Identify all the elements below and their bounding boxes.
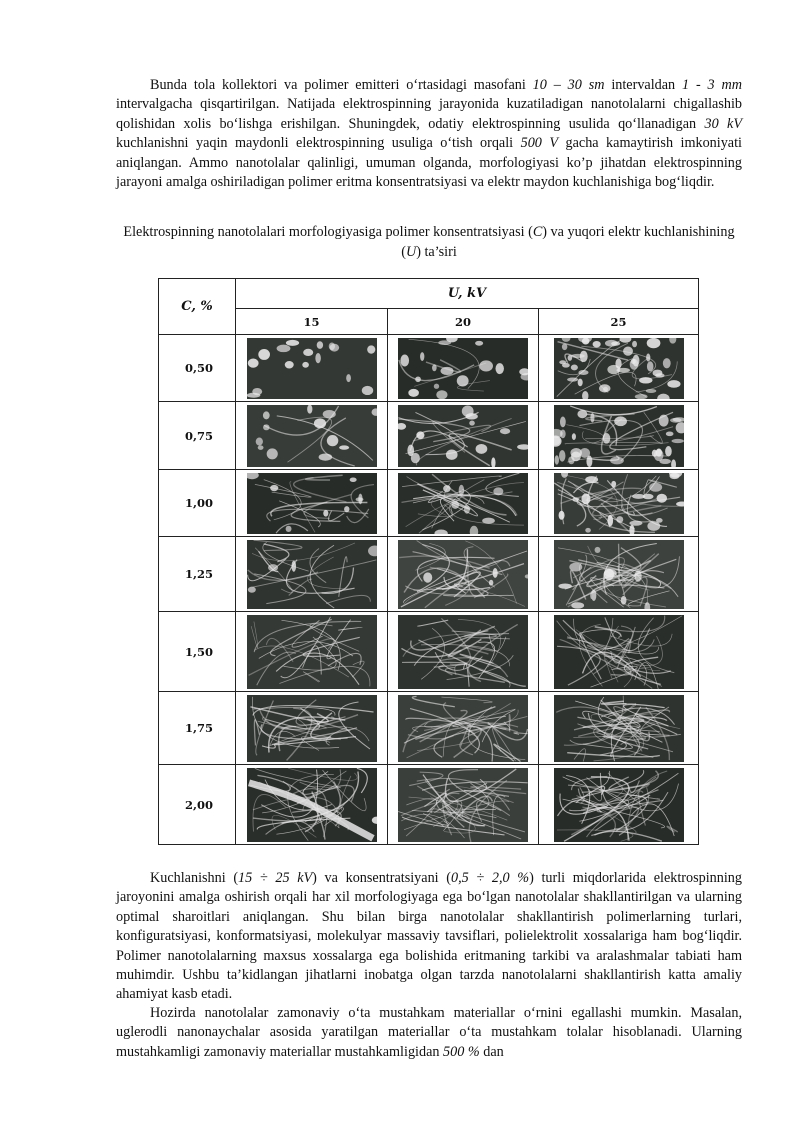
micrograph-cell (236, 470, 388, 537)
voltage-25: 25 (539, 309, 699, 335)
sem-micrograph (398, 695, 528, 762)
sem-micrograph (398, 473, 528, 534)
table-row (159, 470, 699, 537)
table-row (159, 692, 699, 765)
results-paragraph: Kuchlanishni (15 ÷ 25 kV) va konsentratsiyani (0,5 ÷ 2,0 %) turli miqdorlarida elektrospinning jaroyonini amalga oshirish orqali har xil morfologiyaga ega bo‘lgan nanotolalar shakllantirilgan va ularning optimal sharoitlari aniqlangan. Shu bilan birga nanotolalar shakllantirish polimerlarning turlari, konfiguratsiyasi, konformatsiyasi, molekulyar massaviy tavsiflari, polielektrolit xossalariga ham bog‘liqdir. Polimer nanotolalarning maxsus xossalarga ega bolishida eritmaning tarkibi va aralashmalar tabiati ham muhimdir. Ushbu ta’kidlangan jihatlarni inobatga olgan tarzda nanotolalarni shakllantirish katta amaliy ahamiyat kasb etadi. (116, 870, 742, 1003)
micrograph-cell (539, 612, 699, 692)
micrograph-cell (539, 335, 699, 402)
sem-micrograph (247, 695, 377, 762)
sem-micrograph (398, 405, 528, 467)
sem-micrograph (247, 615, 377, 689)
sem-micrograph (554, 540, 684, 609)
sem-micrograph (398, 338, 528, 399)
micrograph-cell (388, 692, 539, 765)
micrograph-cell (236, 402, 388, 470)
sem-micrograph (554, 695, 684, 762)
table-row (159, 402, 699, 470)
micrograph-cell (388, 402, 539, 470)
micrograph-cell (539, 692, 699, 765)
micrograph-cell (236, 537, 388, 612)
sem-micrograph (554, 615, 684, 689)
strength-paragraph: Hozirda nanotolalar zamonaviy o‘ta mustahkam materiallar o‘rnini egallashi mumkin. Masalan, uglerodli nanonaychalar asosida yaratilgan materiallar o‘ta mustahkam tolalar hisoblanadi. Ularning mustahkamligi zamonaviy materiallar mustahkamligidan 500 % dan (116, 1005, 742, 1060)
sem-micrograph (398, 768, 528, 842)
morphology-table (158, 278, 699, 845)
micrograph-cell (539, 537, 699, 612)
sem-micrograph (554, 768, 684, 842)
voltage-20: 20 (388, 309, 539, 335)
micrograph-cell (236, 692, 388, 765)
micrograph-cell (236, 335, 388, 402)
table-row (159, 335, 699, 402)
sem-micrograph (247, 540, 377, 609)
sem-micrograph (247, 768, 377, 842)
table-row (159, 612, 699, 692)
table-row (159, 765, 699, 845)
sem-micrograph (554, 338, 684, 399)
concentration-value: 0,75 (159, 402, 236, 470)
sem-micrograph (247, 405, 377, 467)
concentration-value: 1,25 (159, 537, 236, 612)
voltage-header: U, kV (236, 279, 699, 309)
concentration-value: 0,50 (159, 335, 236, 402)
concentration-header: C, % (159, 279, 236, 335)
table-caption: Elektrospinning nanotolalari morfologiyasiga polimer konsentratsiyasi (C) va yuqori elektr kuchlanishining (U) ta’siri (123, 224, 735, 260)
micrograph-cell (388, 335, 539, 402)
sem-micrograph (554, 473, 684, 534)
micrograph-cell (388, 537, 539, 612)
micrograph-cell (236, 612, 388, 692)
sem-micrograph (398, 540, 528, 609)
micrograph-cell (236, 765, 388, 845)
voltage-15: 15 (236, 309, 388, 335)
sem-micrograph (398, 615, 528, 689)
micrograph-cell (539, 402, 699, 470)
micrograph-cell (388, 470, 539, 537)
micrograph-cell (539, 470, 699, 537)
sem-micrograph (247, 473, 377, 534)
sem-micrograph (247, 338, 377, 399)
concentration-value: 1,75 (159, 692, 236, 765)
micrograph-cell (388, 765, 539, 845)
concentration-value: 1,50 (159, 612, 236, 692)
concentration-value: 1,00 (159, 470, 236, 537)
micrograph-cell (539, 765, 699, 845)
intro-paragraph: Bunda tola kollektori va polimer emitteri o‘rtasidagi masofani 10 – 30 sm intervaldan 1 - 3 mm intervalgacha qisqartirilgan. Natijada elektrospinning jarayonida kuzatiladigan nanotolalarni chigallashib qolishidan xolis bo‘lishga erishilgan. Shuningdek, odatiy elektrospinning usulida qo‘llanadigan 30 kV kuchlanishni yaqin maydonli elektrospinning usuliga o‘tish orqali 500 V gacha kamaytirish imkoniyati aniqlangan. Ammo nanotolalar qalinligi, umuman olganda, morfologiyasi ko’p jihatdan elektrospinning jarayoni amalga oshiriladigan polimer eritma konsentratsiyasi va elektr maydon kuchlanishiga bog‘liqdir. (116, 77, 742, 191)
micrograph-cell (388, 612, 539, 692)
concentration-value: 2,00 (159, 765, 236, 845)
sem-micrograph (554, 405, 684, 467)
table-row (159, 537, 699, 612)
